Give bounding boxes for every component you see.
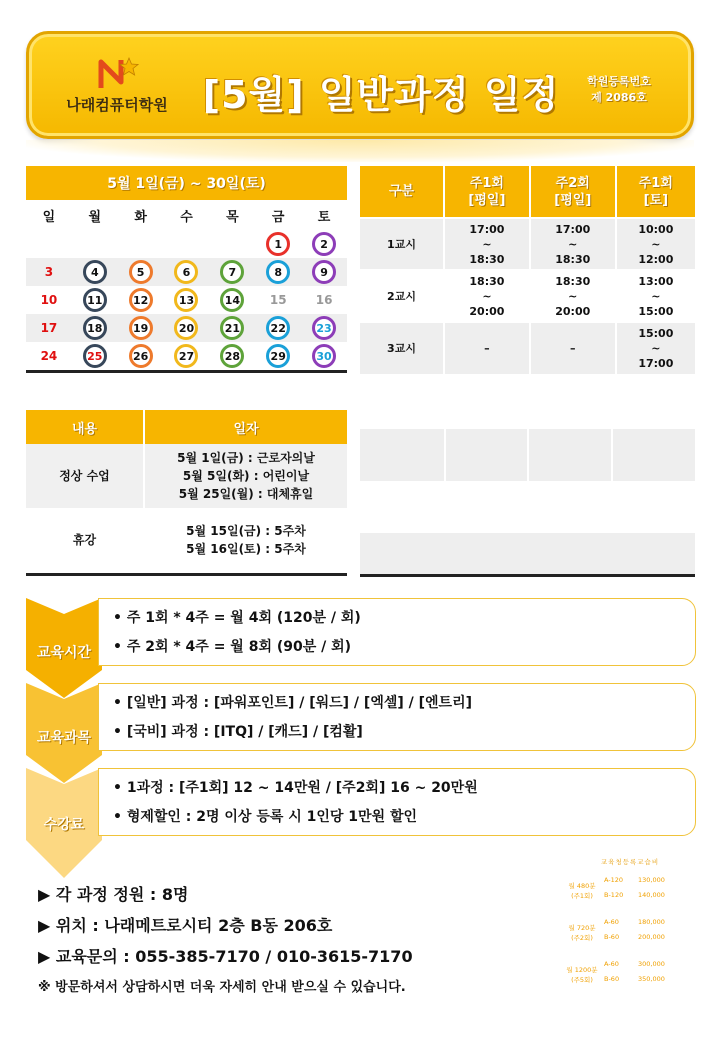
day-circle: 25	[83, 344, 107, 368]
calendar-day	[209, 258, 255, 286]
fee-code: B-120	[604, 891, 624, 899]
registration-label: 학원등록번호	[587, 75, 651, 88]
time-cell: 18:30 ~ 20:00	[444, 270, 530, 322]
fee-amount: 130,000	[638, 876, 665, 884]
day-circle: 9	[312, 260, 336, 284]
registration-number: 제 2086호	[591, 91, 647, 104]
calendar-divider	[26, 370, 347, 373]
schedule-header-cell: 주1회 [토]	[616, 166, 695, 218]
calendar-day	[72, 258, 118, 286]
time-cell: –	[444, 322, 530, 374]
section-line: • 주 2회 * 4주 = 월 8회 (90분 / 회)	[113, 639, 352, 655]
fee-amount: 140,000	[638, 891, 665, 899]
calendar-day	[26, 230, 72, 258]
calendar-day	[72, 342, 118, 370]
calendar-day	[118, 230, 164, 258]
day-circle: 18	[83, 316, 107, 340]
fee-code: A-120	[604, 876, 624, 884]
registration-info	[569, 74, 669, 106]
fee-amount: 300,000	[638, 960, 665, 968]
calendar-day	[72, 230, 118, 258]
calendar-day	[255, 230, 301, 258]
schedule-divider	[360, 574, 695, 577]
day-number: 10	[40, 293, 58, 307]
calendar-day	[26, 258, 72, 286]
day-circle: 8	[266, 260, 290, 284]
weekday-label: 수	[164, 200, 210, 230]
calendar-day	[164, 258, 210, 286]
period-label: 2교시	[360, 270, 444, 322]
fee-code: B-60	[604, 975, 620, 983]
weekday-label: 화	[118, 200, 164, 230]
day-circle: 7	[220, 260, 244, 284]
calendar-day	[255, 342, 301, 370]
calendar-day	[255, 258, 301, 286]
day-circle: 4	[83, 260, 107, 284]
holiday-row-type: 휴강	[26, 508, 144, 574]
day-circle: 20	[174, 316, 198, 340]
day-number: 16	[315, 293, 333, 307]
day-circle: 21	[220, 316, 244, 340]
fee-table	[560, 857, 700, 1001]
fee-amount: 350,000	[638, 975, 665, 983]
schedule-header-cell: 구분	[360, 166, 444, 218]
section-line: • [일반] 과정 : [파워포인트] / [워드] / [엑셀] / [엔트리]	[113, 695, 472, 711]
section-line: • 1과정 : [주1회] 12 ~ 14만원 / [주2회] 16 ~ 20만원	[113, 780, 478, 796]
contact-notes	[38, 884, 413, 1008]
period-label: 3교시	[360, 322, 444, 374]
empty-gray-row	[360, 533, 695, 574]
time-cell: 13:00 ~ 15:00	[616, 270, 695, 322]
calendar-day	[301, 314, 347, 342]
schedule-header-cell: 주2회 [평일]	[530, 166, 616, 218]
schedule-row	[360, 322, 695, 374]
header-banner	[26, 31, 694, 139]
academy-logo	[57, 56, 177, 115]
holiday-header-content: 내용	[26, 410, 144, 444]
class-schedule-table	[360, 166, 695, 374]
holiday-header-date: 일자	[144, 410, 347, 444]
weekday-label: 금	[255, 200, 301, 230]
logo-n-star-icon	[95, 56, 139, 90]
day-number: 17	[40, 321, 58, 335]
time-cell: 17:00 ~ 18:30	[530, 218, 616, 270]
section-line: • 주 1회 * 4주 = 월 4회 (120분 / 회)	[113, 610, 361, 626]
capacity-note: ▶ 각 과정 정원 : 8명	[38, 885, 189, 904]
period-label: 1교시	[360, 218, 444, 270]
holiday-row-dates: 5월 15일(금) : 5주차 5월 16일(토) : 5주차	[144, 508, 347, 574]
fee-amount: 180,000	[638, 918, 665, 926]
day-circle: 19	[129, 316, 153, 340]
section-content	[98, 598, 696, 666]
calendar-day	[26, 314, 72, 342]
calendar-day	[301, 342, 347, 370]
fee-group	[560, 959, 700, 989]
holiday-row-dates: 5월 1일(금) : 근로자의날 5월 5일(화) : 어린이날 5월 25일(월) : 대체휴일	[144, 444, 347, 508]
time-cell: 17:00 ~ 18:30	[444, 218, 530, 270]
section-label: 교육과목	[36, 730, 92, 746]
calendar-day	[209, 230, 255, 258]
fee-group	[560, 875, 700, 905]
fee-code: B-60	[604, 933, 620, 941]
calendar-day	[118, 342, 164, 370]
calendar-day	[209, 286, 255, 314]
fee-group-label: 월 720분 (주2회)	[568, 924, 596, 942]
calendar-day	[164, 230, 210, 258]
day-circle: 23	[312, 316, 336, 340]
header-shadow-arc	[26, 140, 694, 162]
calendar	[26, 166, 347, 373]
calendar-day	[255, 314, 301, 342]
schedule-header-cell: 주1회 [평일]	[444, 166, 530, 218]
calendar-day	[164, 342, 210, 370]
weekday-label: 토	[301, 200, 347, 230]
day-number: 3	[44, 265, 54, 279]
schedule-row	[360, 218, 695, 270]
schedule-header-row	[360, 166, 695, 218]
section-line: • 형제할인 : 2명 이상 등록 시 1인당 1만원 할인	[113, 809, 418, 825]
calendar-day	[26, 342, 72, 370]
empty-gray-row	[360, 429, 695, 481]
inquiry-note: ▶ 교육문의 : 055-385-7170 / 010-3615-7170	[38, 947, 413, 966]
schedule-row	[360, 270, 695, 322]
day-circle: 22	[266, 316, 290, 340]
calendar-day	[118, 314, 164, 342]
calendar-day	[118, 286, 164, 314]
holiday-table	[26, 410, 347, 576]
location-note: ▶ 위치 : 나래메트로시티 2층 B동 206호	[38, 916, 333, 935]
time-cell: –	[530, 322, 616, 374]
day-circle: 27	[174, 344, 198, 368]
fee-table-title: 교육청등록교습비	[600, 858, 660, 866]
day-circle: 1	[266, 232, 290, 256]
section-label: 교육시간	[36, 645, 92, 661]
fee-code: A-60	[604, 960, 619, 968]
calendar-day	[301, 230, 347, 258]
section-content	[98, 768, 696, 836]
day-circle: 26	[129, 344, 153, 368]
fee-group	[560, 917, 700, 947]
day-number: 24	[40, 349, 58, 363]
holiday-row-type: 정상 수업	[26, 444, 144, 508]
time-cell: 15:00 ~ 17:00	[616, 322, 695, 374]
fee-group-label: 월 1200분 (주5회)	[566, 966, 598, 984]
calendar-day	[209, 342, 255, 370]
weekday-label: 월	[72, 200, 118, 230]
calendar-day	[209, 314, 255, 342]
calendar-day	[164, 314, 210, 342]
calendar-day	[72, 286, 118, 314]
day-circle: 5	[129, 260, 153, 284]
weekday-label: 일	[26, 200, 72, 230]
visit-note: ※ 방문하셔서 상담하시면 더욱 자세히 안내 받으실 수 있습니다.	[38, 980, 406, 995]
fee-amount: 200,000	[638, 933, 665, 941]
time-cell: 18:30 ~ 20:00	[530, 270, 616, 322]
day-circle: 28	[220, 344, 244, 368]
calendar-title: 5월 1일(금) ~ 30일(토)	[26, 166, 347, 200]
day-circle: 2	[312, 232, 336, 256]
calendar-day	[72, 314, 118, 342]
day-circle: 11	[83, 288, 107, 312]
day-circle: 14	[220, 288, 244, 312]
calendar-grid	[26, 200, 347, 370]
page-title: [5월] 일반과정 일정	[202, 73, 560, 117]
calendar-day	[26, 286, 72, 314]
academy-name: 나래컴퓨터학원	[66, 96, 168, 114]
fee-group-label: 월 480분 (주1회)	[568, 882, 596, 900]
weekday-label: 목	[209, 200, 255, 230]
fee-code: A-60	[604, 918, 619, 926]
day-number: 15	[269, 293, 287, 307]
day-circle: 13	[174, 288, 198, 312]
section-content	[98, 683, 696, 751]
day-circle: 30	[312, 344, 336, 368]
calendar-day	[118, 258, 164, 286]
day-circle: 29	[266, 344, 290, 368]
section-label: 수강료	[43, 817, 85, 833]
day-circle: 12	[129, 288, 153, 312]
section-line: • [국비] 과정 : [ITQ] / [캐드] / [컴활]	[113, 724, 363, 740]
day-circle: 6	[174, 260, 198, 284]
calendar-day	[301, 258, 347, 286]
calendar-day	[301, 286, 347, 314]
time-cell: 10:00 ~ 12:00	[616, 218, 695, 270]
calendar-day	[164, 286, 210, 314]
calendar-day	[255, 286, 301, 314]
